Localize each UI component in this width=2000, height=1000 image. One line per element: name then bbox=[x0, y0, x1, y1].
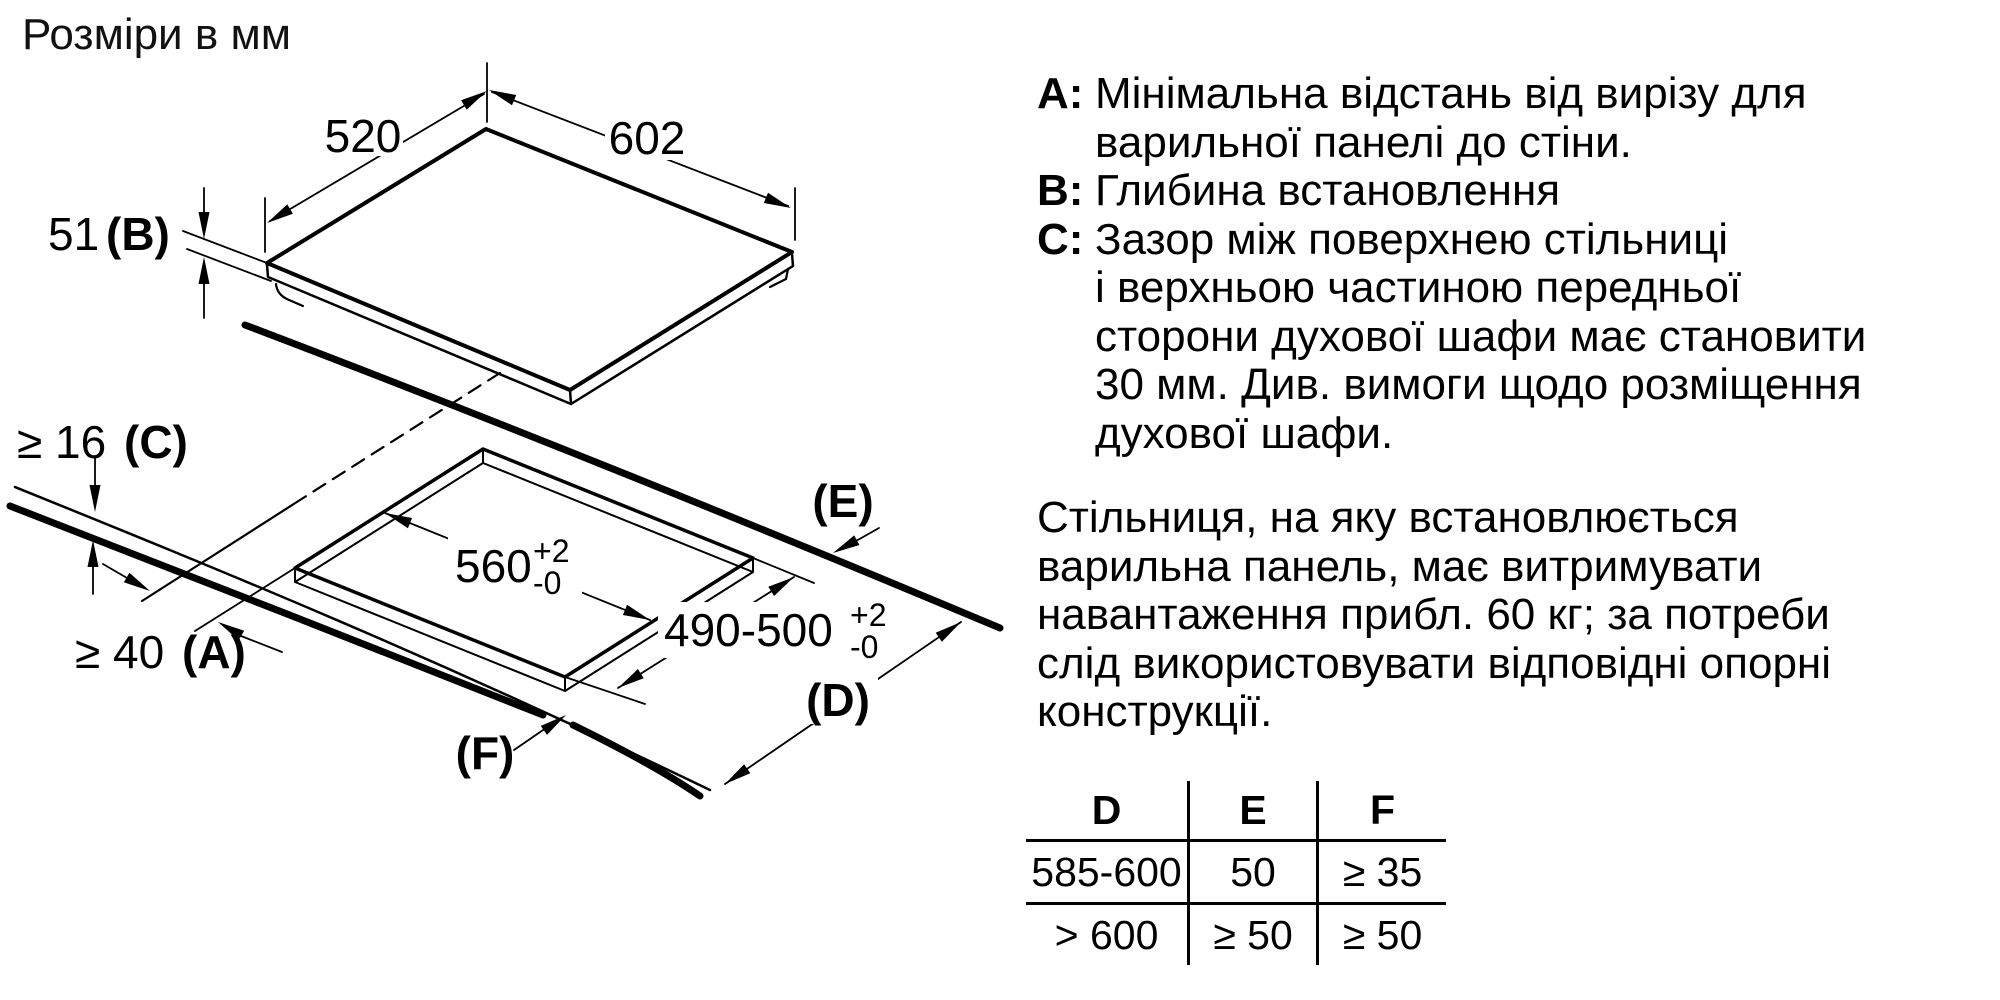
arrowhead bbox=[88, 540, 99, 567]
cutout-depth-tol-plus: +2 bbox=[850, 597, 887, 633]
arrowhead bbox=[768, 577, 794, 596]
legend-line: і верхньою частиною передньої bbox=[1095, 263, 1742, 312]
legend-line: варильної панелі до стіни. bbox=[1095, 117, 1632, 167]
legend-line: сторони духової шафи має становити bbox=[1095, 311, 1867, 361]
table-row bbox=[1026, 905, 1446, 965]
page-title: Розміри в мм bbox=[22, 10, 291, 59]
legend-key: B: bbox=[1037, 166, 1084, 215]
cutout-depth-value: 490-500 bbox=[664, 604, 833, 656]
legend-line: Зазор між поверхнею стільниці bbox=[1095, 214, 1729, 264]
leader-line bbox=[856, 528, 879, 541]
extension-line bbox=[195, 568, 295, 631]
table-cell: 50 bbox=[1190, 842, 1319, 902]
arrow-shaft bbox=[103, 564, 127, 578]
arrowhead bbox=[267, 204, 293, 223]
arrowhead bbox=[489, 90, 516, 105]
legend-item-a bbox=[1037, 70, 1866, 167]
table-cell: ≥ 50 bbox=[1342, 912, 1423, 958]
arrowhead bbox=[124, 573, 150, 591]
table-header-f: F bbox=[1369, 787, 1396, 833]
table-cell: 585-600 bbox=[1026, 842, 1190, 902]
panel-top-face bbox=[267, 129, 792, 390]
arrowhead bbox=[199, 257, 210, 284]
paragraph-line: слід використовувати відповідні опорні bbox=[1037, 638, 1831, 688]
cutout-depth-tol-minus: -0 bbox=[850, 629, 879, 665]
arrowhead bbox=[764, 193, 791, 208]
arrowhead bbox=[199, 212, 210, 239]
def-dimension-table bbox=[1026, 781, 1446, 965]
dim-560 bbox=[385, 513, 650, 620]
arrowhead bbox=[623, 605, 650, 620]
dim-520-value: 520 bbox=[324, 110, 402, 162]
cutout-width-tol-minus: -0 bbox=[533, 565, 562, 601]
paragraph-line: варильна панель, має витримувати bbox=[1037, 541, 1763, 591]
label-f: (F) bbox=[455, 727, 515, 779]
legend-text bbox=[1095, 167, 1866, 216]
legend-key: C: bbox=[1037, 214, 1084, 264]
arrowhead bbox=[936, 622, 961, 642]
legend-line: Мінімальна відстань від вирізу для bbox=[1095, 69, 1807, 118]
dim-a-value: ≥ 40 bbox=[75, 626, 165, 678]
legend-line: духової шафи. bbox=[1095, 408, 1394, 458]
table-row bbox=[1026, 842, 1446, 905]
table-cell: ≥ 50 bbox=[1190, 905, 1319, 965]
leader-line bbox=[514, 728, 546, 750]
legend bbox=[1037, 70, 1866, 458]
legend-line: Глибина встановлення bbox=[1095, 166, 1561, 215]
extension-line bbox=[187, 249, 271, 281]
extension-line bbox=[183, 231, 267, 263]
extension-line bbox=[753, 558, 814, 583]
arrowhead bbox=[618, 669, 644, 688]
arrowhead bbox=[725, 764, 750, 784]
arrowhead bbox=[833, 535, 859, 553]
cutout-width-tol-plus: +2 bbox=[533, 533, 570, 569]
legend-text bbox=[1095, 70, 1866, 167]
paragraph-line: Стільниця, на яку встановлюється bbox=[1037, 493, 1739, 542]
dim-40-a bbox=[75, 564, 295, 678]
dim-c-value: ≥ 16 bbox=[17, 416, 107, 468]
arrow-shaft bbox=[241, 636, 282, 652]
table-cell: ≥ 35 bbox=[1342, 849, 1423, 895]
legend-item-b bbox=[1037, 167, 1866, 216]
front-edge-thick-line-right bbox=[573, 725, 700, 796]
legend-item-c bbox=[1037, 216, 1866, 459]
arrowhead bbox=[90, 485, 101, 512]
dim-b-value: 51 bbox=[48, 208, 100, 260]
legend-line: 30 мм. Див. вимоги щодо розміщення bbox=[1095, 360, 1862, 409]
legend-text bbox=[1095, 216, 1866, 459]
table-header-row bbox=[1026, 781, 1446, 842]
paragraph-line: конструкції. bbox=[1037, 687, 1273, 736]
legend-key: A: bbox=[1037, 69, 1084, 118]
paragraph-line: навантаження прибл. 60 кг; за потреби bbox=[1037, 590, 1830, 639]
label-e: (E) bbox=[812, 475, 874, 527]
label-f-group bbox=[456, 715, 566, 779]
label-d: (D) bbox=[806, 674, 870, 726]
dim-a-label: (A) bbox=[182, 626, 246, 678]
arrowhead bbox=[461, 91, 487, 110]
table-cell: > 600 bbox=[1026, 905, 1190, 965]
table-header-e: E bbox=[1190, 781, 1319, 839]
load-note-paragraph bbox=[1037, 494, 1831, 737]
cutout-width-value: 560 bbox=[455, 540, 532, 592]
wall-edge-line bbox=[245, 325, 1000, 628]
dim-b-label: (B) bbox=[106, 208, 170, 260]
dim-602-value: 602 bbox=[608, 112, 686, 164]
dim-c-label: (C) bbox=[124, 416, 188, 468]
alignment-dashed-segment bbox=[300, 373, 500, 500]
table-header-d: D bbox=[1026, 781, 1190, 839]
dim-51-b bbox=[48, 188, 271, 318]
label-e-group bbox=[812, 475, 879, 553]
